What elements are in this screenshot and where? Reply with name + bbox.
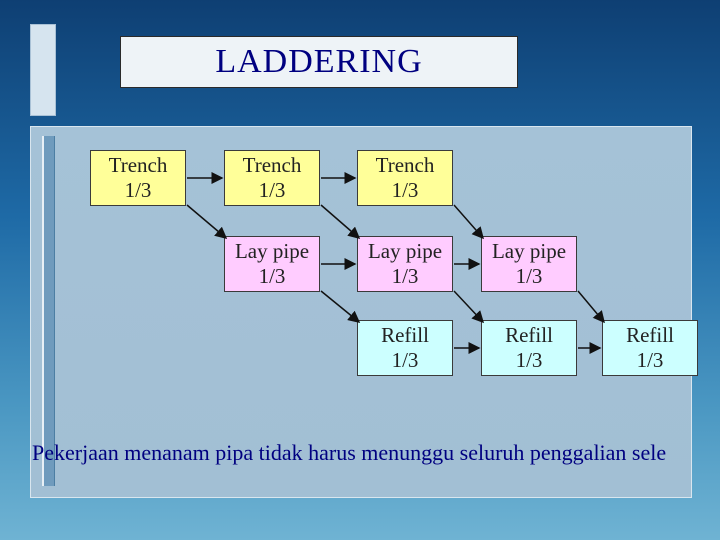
trench-box-3 — [357, 150, 453, 206]
refill-box-1 — [357, 320, 453, 376]
box-label: Refill — [626, 323, 674, 347]
box-fraction: 1/3 — [258, 178, 286, 202]
box-label: Refill — [505, 323, 553, 347]
box-fraction: 1/3 — [391, 348, 419, 372]
box-label: Lay pipe — [234, 239, 310, 263]
box-fraction: 1/3 — [636, 348, 664, 372]
box-label: Trench — [108, 153, 168, 177]
box-fraction: 1/3 — [391, 178, 419, 202]
box-fraction: 1/3 — [515, 264, 543, 288]
box-fraction: 1/3 — [391, 264, 419, 288]
box-label: Lay pipe — [491, 239, 567, 263]
page-title: LADDERING — [215, 43, 423, 80]
title-box — [120, 36, 518, 88]
box-label: Trench — [375, 153, 435, 177]
refill-box-2 — [481, 320, 577, 376]
box-fraction: 1/3 — [258, 264, 286, 288]
lay-pipe-box-1 — [224, 236, 320, 292]
trench-box-2 — [224, 150, 320, 206]
trench-box-1 — [90, 150, 186, 206]
caption-text: Pekerjaan menanam pipa tidak harus menunggu seluruh penggalian sele — [32, 440, 667, 465]
decorative-left-strip — [42, 136, 55, 486]
box-fraction: 1/3 — [515, 348, 543, 372]
box-label: Refill — [381, 323, 429, 347]
box-fraction: 1/3 — [124, 178, 152, 202]
lay-pipe-box-3 — [481, 236, 577, 292]
decorative-top-bar — [30, 24, 56, 116]
box-label: Trench — [242, 153, 302, 177]
box-label: Lay pipe — [367, 239, 443, 263]
lay-pipe-box-2 — [357, 236, 453, 292]
refill-box-3 — [602, 320, 698, 376]
